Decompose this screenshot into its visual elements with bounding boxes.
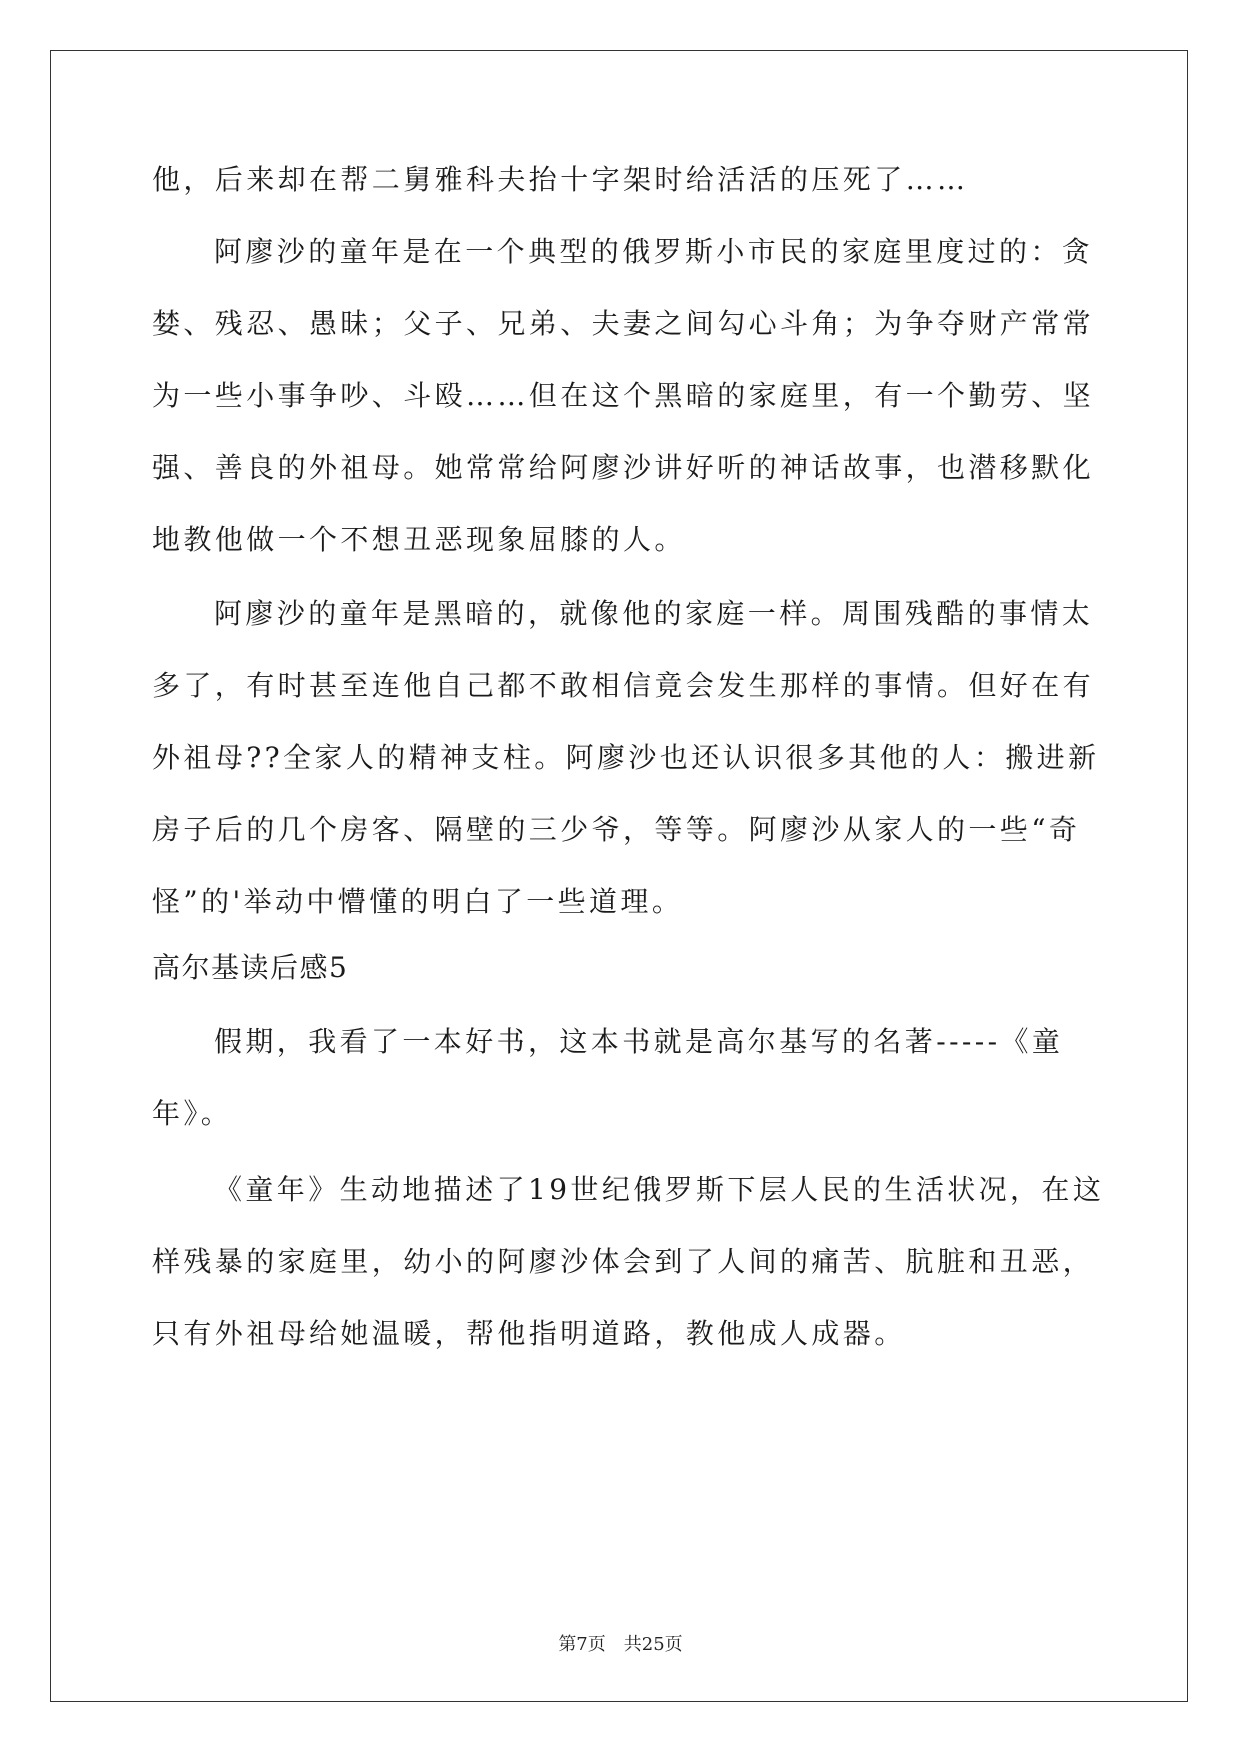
- text-line: 房子后的几个房客、隔壁的三少爷，等等。阿廖沙从家人的一些“奇: [152, 813, 1081, 846]
- text-line: 他，后来却在帮二舅雅科夫抬十字架时给活活的压死了……: [152, 163, 969, 196]
- paragraph-first-line: 阿廖沙的童年是黑暗的，就像他的家庭一样。周围残酷的事情太: [214, 597, 1094, 630]
- text-line: 年》。: [152, 1097, 233, 1130]
- text-line: 外祖母??全家人的精神支柱。阿廖沙也还认识很多其他的人：搬进新: [152, 741, 1100, 774]
- paragraph-first-line: 阿廖沙的童年是在一个典型的俄罗斯小市民的家庭里度过的：贪: [214, 235, 1094, 268]
- section-heading: 高尔基读后感5: [152, 951, 349, 984]
- text-line: 只有外祖母给她温暖，帮他指明道路，教他成人成器。: [152, 1317, 906, 1350]
- paragraph-first-line: 《童年》生动地描述了19世纪俄罗斯下层人民的生活状况，在这: [214, 1173, 1105, 1206]
- text-line: 为一些小事争吵、斗殴……但在这个黑暗的家庭里，有一个勤劳、坚: [152, 379, 1095, 412]
- text-line: 强、善良的外祖母。她常常给阿廖沙讲好听的神话故事，也潜移默化: [152, 451, 1095, 484]
- text-line: 婪、残忍、愚昧；父子、兄弟、夫妻之间勾心斗角；为争夺财产常常: [152, 307, 1095, 340]
- page-number: 第7页 共25页: [558, 1634, 683, 1655]
- text-line: 怪”的'举动中懵懂的明白了一些道理。: [152, 885, 684, 918]
- text-line: 多了，有时甚至连他自己都不敢相信竟会发生那样的事情。但好在有: [152, 669, 1095, 702]
- text-line: 样残暴的家庭里，幼小的阿廖沙体会到了人间的痛苦、肮脏和丑恶，: [152, 1245, 1095, 1278]
- text-line: 地教他做一个不想丑恶现象屈膝的人。: [152, 523, 686, 556]
- paragraph-first-line: 假期，我看了一本好书，这本书就是高尔基写的名著-----《童: [214, 1025, 1064, 1058]
- page-border: [50, 50, 1188, 1702]
